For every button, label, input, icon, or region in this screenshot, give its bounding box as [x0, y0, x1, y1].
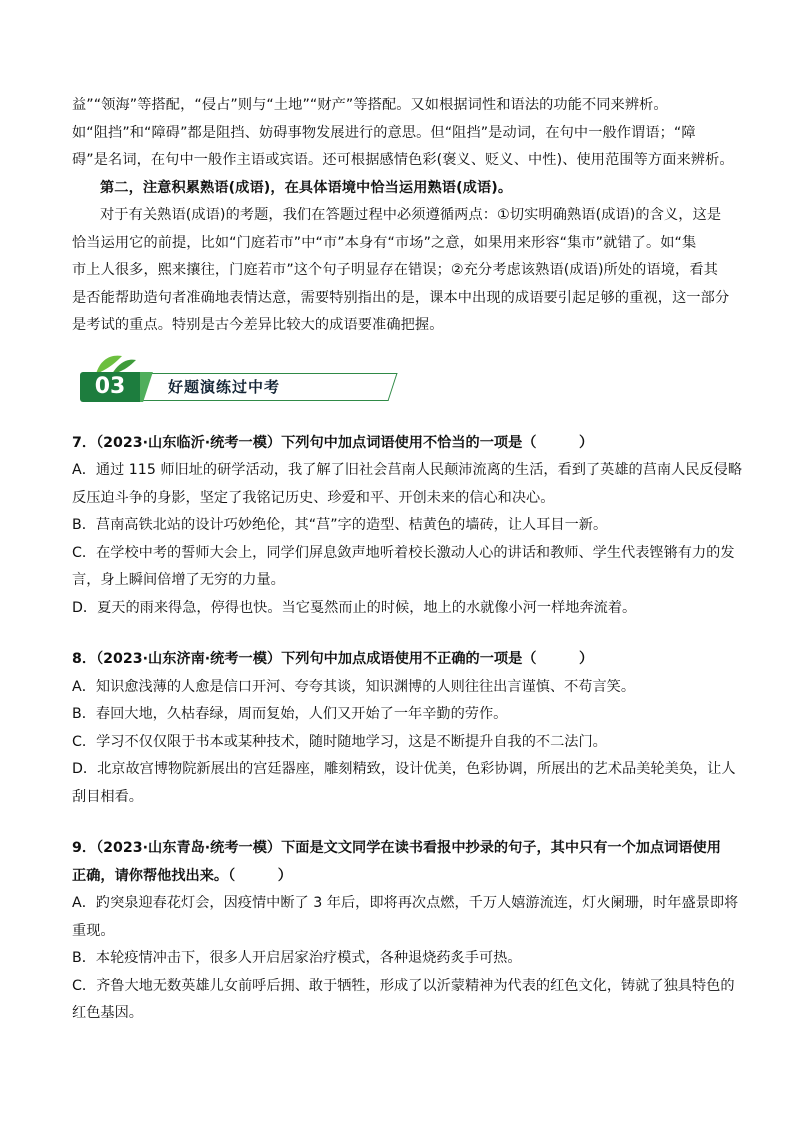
para2-line: 对于有关熟语(成语)的考题，我们在答题过程中必须遵循两点：①切实明确熟语(成语)的含义，这是 [100, 207, 722, 223]
option-line: B．本轮疫情冲击下，很多人开启居家治疗模式，各种退烧药炙手可热。 [72, 950, 522, 966]
para2-line: 市上人很多，熙来攘往，门庭若市”这个句子明显存在错误；②充分考虑该熟语(成语)所处的语境，看其 [72, 262, 718, 278]
intro-line: 碍”是名词，在句中一般作主语或宾语。还可根据感情色彩(褒义、贬义、中性)、使用范围等方面来辨析。 [72, 152, 734, 168]
option-line: 言，身上瞬间倍增了无穷的力量。 [72, 572, 285, 588]
para2-line: 恰当运用它的前提，比如“门庭若市”中“市”本身有“市场”之意，如果用来形容“集市”就错了。如“集 [72, 234, 697, 251]
question-stem: 9．（2023·山东青岛·统考一模）下面是文文同学在读书看报中抄录的句子，其中只有一个加点词语使用 [72, 840, 721, 856]
question-7 [72, 430, 744, 623]
option-line: D．北京故宫博物院新展出的宫廷器座，雕刻精致，设计优美，色彩协调，所展出的艺术品美轮美奂，让人 [72, 761, 736, 777]
intro-line: 如“阻挡”和“障碍”都是阻挡、妨碍事物发展进行的意思。但“阻挡”是动词，在句中一般作谓语；“障 [72, 124, 696, 141]
option-line: A．趵突泉迎春花灯会，因疫情中断了 3 年后，即将再次点燃，千万人嬉游流连，灯火阑珊，时年盛景即将 [72, 895, 739, 911]
option-line: A．通过 115 师旧址的研学活动，我了解了旧社会莒南人民颠沛流离的生活，看到了英雄的莒南人民反侵略 [72, 462, 743, 478]
question-stem: 8．（2023·山东济南·统考一模）下列句中加点成语使用不正确的一项是（ ） [72, 651, 594, 667]
option-line: C．齐鲁大地无数英雄儿女前呼后拥、敢于牺牲，形成了以沂蒙精神为代表的红色文化，铸就了独具特色的 [72, 977, 735, 994]
section-title: 好题演练过中考 [168, 377, 281, 396]
question-8 [72, 646, 744, 811]
question-stem: 7．（2023·山东临沂·统考一模）下列句中加点词语使用不恰当的一项是（ ） [72, 434, 594, 451]
option-line: 反压迫斗争的身影，坚定了我铭记历史、珍爱和平、开创未来的信心和决心。 [72, 489, 555, 506]
option-line: D．夏天的雨来得急，停得也快。当它戛然而止的时候，地上的水就像小河一样地奔流着。 [72, 599, 637, 616]
option-line: C．学习不仅仅限于书本或某种技术，随时随地学习，这是不断提升自我的不二法门。 [72, 733, 607, 750]
option-line: B．春回大地，久枯春绿，周而复始，人们又开始了一年辛勤的劳作。 [72, 706, 508, 722]
section-number-badge: 03 [80, 372, 140, 402]
option-line: 刮目相看。 [72, 788, 143, 805]
intro-block [72, 92, 744, 340]
document-page [72, 92, 744, 1028]
question-stem: 正确，请你帮他找出来。（ ） [72, 867, 292, 884]
para2-line: 是否能帮助造句者准确地表情达意，需要特别指出的是，课本中出现的成语要引起足够的重视，这一部分 [72, 289, 730, 306]
option-line: B．莒南高铁北站的设计巧妙绝伦，其“莒”字的造型、桔黄色的墙砖，让人耳目一新。 [72, 517, 608, 533]
point2-title: 第二，注意积累熟语(成语)，在具体语境中恰当运用熟语(成语)。 [100, 179, 513, 196]
section-header [72, 358, 744, 418]
option-line: A．知识愈浅薄的人愈是信口开河、夸夸其谈，知识渊博的人则往往出言谨慎、不苟言笑。 [72, 678, 636, 695]
para2-line: 是考试的重点。特别是古今差异比较大的成语要准确把握。 [72, 317, 444, 333]
option-line: C．在学校中考的誓师大会上，同学们屏息敛声地听着校长激动人心的讲话和教师、学生代表铿锵有力的发 [72, 544, 735, 561]
option-line: 红色基因。 [72, 1005, 143, 1021]
question-9 [72, 835, 744, 1028]
option-line: 重现。 [72, 922, 115, 939]
intro-line: 益”“领海”等搭配，“侵占”则与“土地”“财产”等搭配。又如根据词性和语法的功能不同来辨析。 [72, 97, 668, 113]
